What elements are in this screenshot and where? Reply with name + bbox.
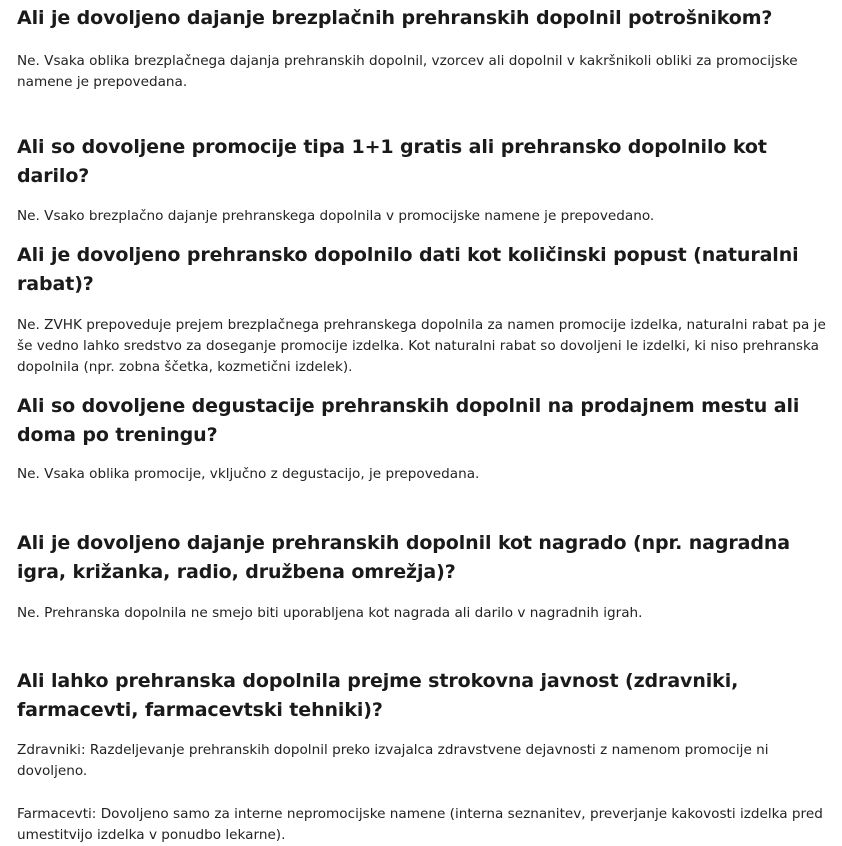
- faq-item: [17, 392, 827, 485]
- faq-item: [17, 241, 827, 378]
- faq-item: [17, 133, 827, 227]
- faq-answer: Ne. ZVHK prepoveduje prejem brezplačnega prehranskega dopolnila za namen promocije izdelka, naturalni rabat pa je še vedno lahko sredstvo za doseganje promocije izdelka. Kot naturalni rabat so dovoljeni le izdelki, ki niso prehranska dopolnila (npr. zobna ščetka, kozmetični izdelek).: [17, 317, 826, 375]
- faq-answer: Ne. Vsako brezplačno dajanje prehranskega dopolnila v promocijske namene je prepovedano.: [17, 208, 655, 224]
- faq-answer: Farmacevti: Dovoljeno samo za interne nepromocijske namene (interna seznanitev, preverjanje kakovosti izdelka pred umestitvijo izdelka v ponudbo lekarne).: [17, 806, 823, 843]
- faq-question: Ali je dovoljeno dajanje prehranskih dopolnil kot nagrado (npr. nagradna igra, križanka, radio, družbena omrežja)?: [17, 532, 791, 583]
- faq-question: Ali je dovoljeno dajanje brezplačnih prehranskih dopolnil potrošnikom?: [17, 7, 773, 29]
- faq-item: [17, 4, 827, 93]
- faq-answer: Ne. Vsaka oblika promocije, vključno z degustacijo, je prepovedana.: [17, 466, 480, 482]
- faq-question: Ali lahko prehranska dopolnila prejme strokovna javnost (zdravniki, farmacevti, farmacevtski tehniki)?: [17, 670, 739, 721]
- faq-answer: Ne. Vsaka oblika brezplačnega dajanja prehranskih dopolnil, vzorcev ali dopolnil v kakršnikoli obliki za promocijske namene je prepovedana.: [17, 53, 798, 90]
- faq-answer: Zdravniki: Razdeljevanje prehranskih dopolnil preko izvajalca zdravstvene dejavnosti z namenom promocije ni dovoljeno.: [17, 742, 769, 779]
- faq-item: [17, 529, 827, 624]
- faq-question: Ali so dovoljene promocije tipa 1+1 gratis ali prehransko dopolnilo kot darilo?: [17, 136, 767, 187]
- faq-question: Ali so dovoljene degustacije prehranskih dopolnil na prodajnem mestu ali doma po treningu?: [17, 395, 800, 446]
- faq-item: [17, 667, 827, 846]
- faq-question: Ali je dovoljeno prehransko dopolnilo dati kot količinski popust (naturalni rabat)?: [17, 244, 799, 295]
- faq-answer: Ne. Prehranska dopolnila ne smejo biti uporabljena kot nagrada ali darilo v nagradnih igrah.: [17, 605, 643, 621]
